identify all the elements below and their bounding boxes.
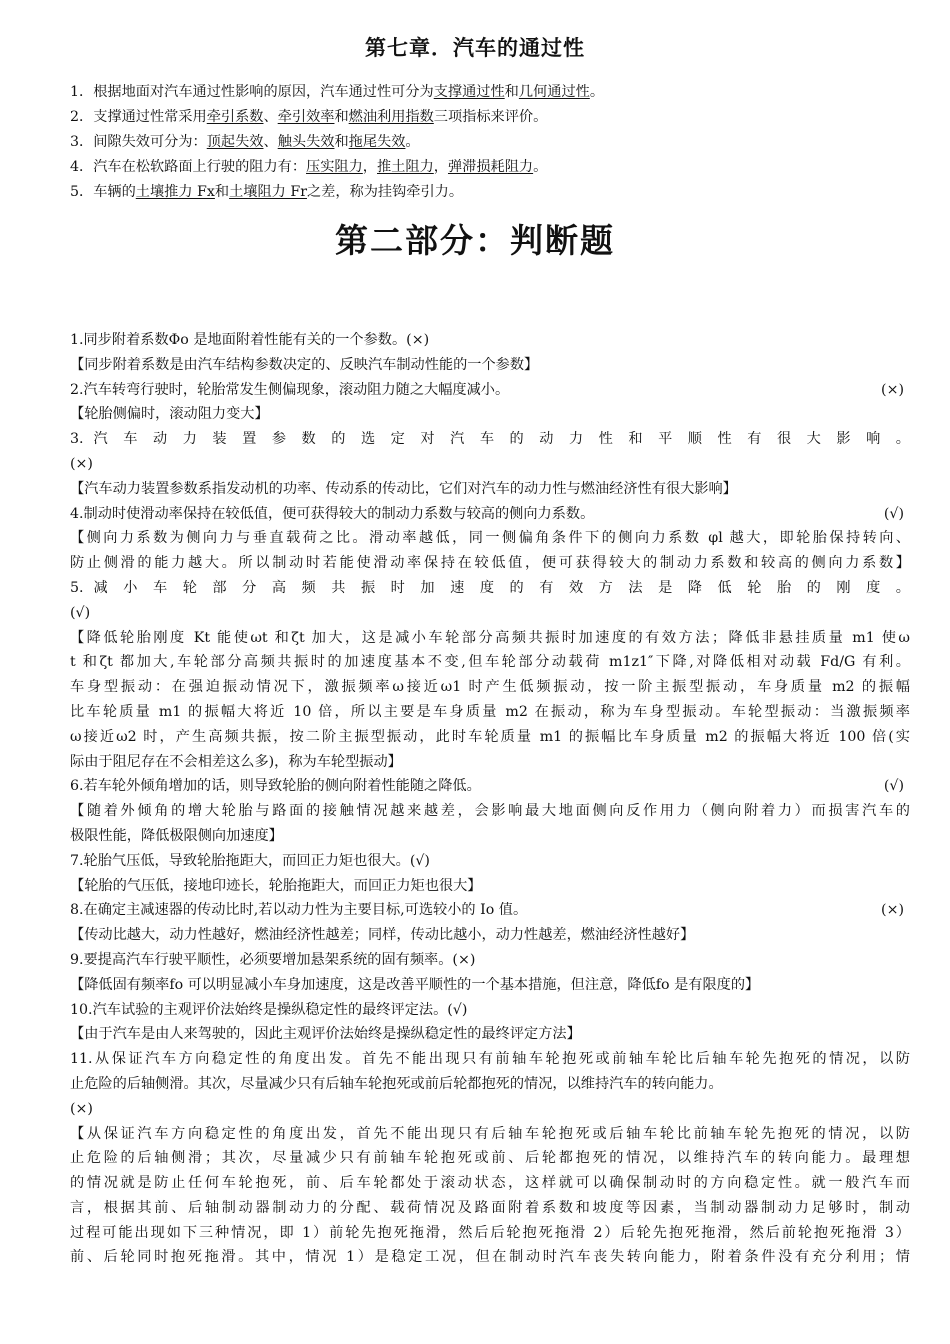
explanation-line: 【侧向力系数为侧向力与垂直载荷之比。滑动率越低，同一侧偏角条件下的侧向力系数 φl 越大，即轮胎保持转向、: [70, 530, 910, 547]
answer-underlined: 土壤推力 Fx: [135, 184, 215, 200]
question-text: 。: [533, 159, 548, 175]
answer-underlined: 几何通过性: [518, 84, 590, 100]
fill-blank-list: [70, 80, 910, 205]
answer-underlined: 牵引系数: [206, 109, 264, 125]
question-line: 10.汽车试验的主观评价法始终是操纵稳定性的最终评定法。(√): [70, 1001, 468, 1018]
question-line: 比车轮质量 m1 的振幅大将近 10 倍，所以主要是车身质量 m2 在振动，称为车身型振动。车轮型振动：当激振频率: [70, 703, 910, 720]
question-text: 。: [589, 84, 605, 100]
question-line: [70, 502, 910, 527]
answer-underlined: 燃油利用指数: [348, 109, 434, 125]
question-line: 前、后轮同时抱死拖滑。其中，情况 1）是稳定工况，但在制动时汽车丧失转向能力，附着条件没有充分利用；情: [70, 1249, 910, 1266]
question-text: 5．车辆的: [70, 184, 136, 200]
fill-blank-item: [70, 180, 910, 205]
explanation-line: 【随着外倾角的增大轮胎与路面的接触情况越来越差，会影响最大地面侧向反作用力（侧向附着力）而损害汽车的: [70, 803, 910, 820]
answer-underlined: 拖尾失效: [348, 134, 406, 150]
question-line: 过程可能出现如下三种情况，即 1）前轮先抱死拖滑，然后后轮抱死拖滑 2）后轮先抱死拖滑，然后前轮抱死拖滑 3）: [70, 1224, 910, 1241]
question-line: 11.从保证汽车方向稳定性的角度出发。首先不能出现只有前轴车轮抱死或前轴车轮比后轴车轮先抱死的情况，以防: [70, 1051, 910, 1068]
answer-underlined: 弹滞损耗阻力: [447, 159, 534, 175]
question-text: 三项指标来评价。: [433, 109, 548, 125]
question-line: 言，根据其前、后轴制动器制动力的分配、载荷情况及路面附着系数和坡度等因素，当制动器制动力足够时，制动: [70, 1199, 910, 1216]
fill-blank-item: [70, 80, 910, 105]
question-line: [70, 378, 910, 403]
answer-mark: (√): [883, 778, 904, 795]
fill-blank-item: [70, 105, 910, 130]
question-text: 4．汽车在松软路面上行驶的阻力有：: [70, 159, 307, 175]
explanation-line: 【降低固有频率fo 可以明显减小车身加速度，这是改善平顺性的一个基本措施，但注意，降低fo 是有限度的】: [70, 976, 760, 993]
fill-blank-item: [70, 155, 910, 180]
answer-underlined: 土壤阻力 Fr: [229, 184, 307, 200]
chapter-title: 第七章．汽车的通过性: [365, 35, 585, 60]
question-line: 车身型振动：在强迫振动情况下，激振频率ω接近ω1 时产生低频振动，按一阶主振型振动，车身质量 m2 的振幅: [70, 679, 910, 696]
question-text: 和: [214, 184, 230, 200]
question-line: (×): [70, 455, 93, 472]
question-text: 和: [334, 109, 349, 125]
question-line: 防止侧滑的能力越大。所以制动时若能使滑动率保持在较低值，便可获得较大的制动力系数和较高的侧向力系数】: [70, 555, 910, 572]
question-line: (√): [70, 604, 91, 621]
answer-underlined: 顶起失效: [206, 134, 264, 150]
question-line: 极限性能，降低极限侧向加速度】: [70, 827, 283, 844]
answer-mark: (×): [881, 902, 904, 919]
explanation-line: 【降低轮胎刚度 Kt 能使ωt 和ζt 加大，这是减小车轮部分高频共振时加速度的有效方法；降低非悬挂质量 m1 使ω: [70, 629, 910, 646]
answer-underlined: 压实阻力: [306, 159, 363, 175]
question-text: 、: [263, 109, 278, 125]
answer-mark: (√): [883, 505, 904, 522]
question-line: (×): [70, 1100, 93, 1117]
fill-blank-item: [70, 130, 910, 155]
answer-underlined: 支撑通过性: [433, 84, 505, 100]
question-line: 9.要提高汽车行驶平顺性，必须要增加悬架系统的固有频率。(×): [70, 951, 476, 968]
question-line: [70, 898, 910, 923]
question-text: 8.在确定主减速器的传动比时,若以动力性为主要目标,可选较小的 Io 值。: [70, 902, 528, 919]
question-line: 7.轮胎气压低，导致轮胎拖距大，而回正力矩也很大。(√): [70, 852, 430, 869]
question-text: 4.制动时使滑动率保持在较低值，便可获得较大的制动力系数与较高的侧向力系数。: [70, 505, 595, 522]
question-line: 的情况就是防止任何车轮抱死，前、后车轮都处于滚动状态，这样就可以确保制动时的方向稳定性。就一般汽车而: [70, 1175, 910, 1192]
answer-underlined: 推土阻力: [377, 159, 434, 175]
explanation-line: 【轮胎的气压低，接地印迹长，轮胎拖距大，而回正力矩也很大】: [70, 877, 482, 894]
question-line: 止危险的后轴侧滑；其次，尽量减少只有前轴车轮抱死或前、后轮都抱死的情况，以维持汽车的转向能力。最理想: [70, 1150, 910, 1167]
question-line: 止危险的后轴侧滑。其次，尽量减少只有后轴车轮抱死或前后轮都抱死的情况，以维持汽车的转向能力。: [70, 1075, 723, 1092]
question-text: 3．间隙失效可分为：: [70, 134, 207, 150]
question-text: 、: [263, 134, 278, 150]
question-line: ω接近ω2 时，产生高频共振，按二阶主振型振动，此时车轮质量 m1 的振幅比车身质量 m2 的振幅大将近 100 倍(实: [70, 728, 910, 745]
explanation-line: 【由于汽车是由人来驾驶的，因此主观评价法始终是操纵稳定性的最终评定方法】: [70, 1026, 581, 1043]
question-text: ，: [433, 159, 448, 175]
question-text: ，: [362, 159, 377, 175]
true-false-section: [70, 328, 910, 1270]
question-line: 1.同步附着系数Φo 是地面附着性能有关的一个参数。(×): [70, 332, 430, 348]
answer-underlined: 触头失效: [277, 134, 335, 150]
explanation-line: 【传动比越大，动力性越好，燃油经济性越差；同样，传动比越小，动力性越差，燃油经济性越好】: [70, 927, 695, 944]
explanation-line: 【从保证汽车方向稳定性的角度出发，首先不能出现只有后轴车轮抱死或后轴车轮比前轴车轮先抱死的情况，以防: [70, 1125, 910, 1142]
explanation-line: 【同步附着系数是由汽车结构参数决定的、反映汽车制动性能的一个参数】: [70, 356, 539, 373]
part-title: 第二部分：判断题: [335, 221, 615, 260]
question-line: 3. 汽 车 动 力 装 置 参 数 的 选 定 对 汽 车 的 动 力 性 和 平 顺 性 有 很 大 影 响 。: [70, 431, 910, 448]
question-text: 6.若车轮外倾角增加的话，则导致轮胎的侧向附着性能随之降低。: [70, 778, 481, 795]
explanation-line: 【轮胎侧偏时，滚动阻力变大】: [70, 406, 269, 423]
question-text: 和: [334, 134, 349, 150]
question-line: 5. 减 小 车 轮 部 分 高 频 共 振 时 加 速 度 的 有 效 方 法 是 降 低 轮 胎 的 刚 度 。: [70, 579, 910, 596]
question-line: 际由于阻尼存在不会相差这么多)，称为车轮型振动】: [70, 753, 402, 770]
question-text: 2.汽车转弯行驶时，轮胎常发生侧偏现象，滚动阻力随之大幅度减小。: [70, 381, 510, 398]
explanation-line: 【汽车动力装置参数系指发动机的功率、传动系的传动比，它们对汽车的动力性与燃油经济性有很大影响】: [70, 480, 737, 497]
answer-mark: (×): [881, 381, 904, 398]
question-line: [70, 774, 910, 799]
question-text: 。: [405, 134, 420, 150]
answer-underlined: 牵引效率: [277, 109, 335, 125]
question-text: 1．根据地面对汽车通过性影响的原因，汽车通过性可分为: [70, 84, 434, 100]
question-line: t 和ζt 都加大,车轮部分高频共振时的加速度基本不变,但车轮部分动载荷 m1z1″下降,对降低相对动载 Fd/G 有利。: [70, 654, 910, 671]
question-text: 2．支撑通过性常采用: [70, 109, 207, 125]
question-text: 之差，称为挂钩牵引力。: [306, 184, 464, 200]
question-text: 和: [504, 84, 519, 100]
